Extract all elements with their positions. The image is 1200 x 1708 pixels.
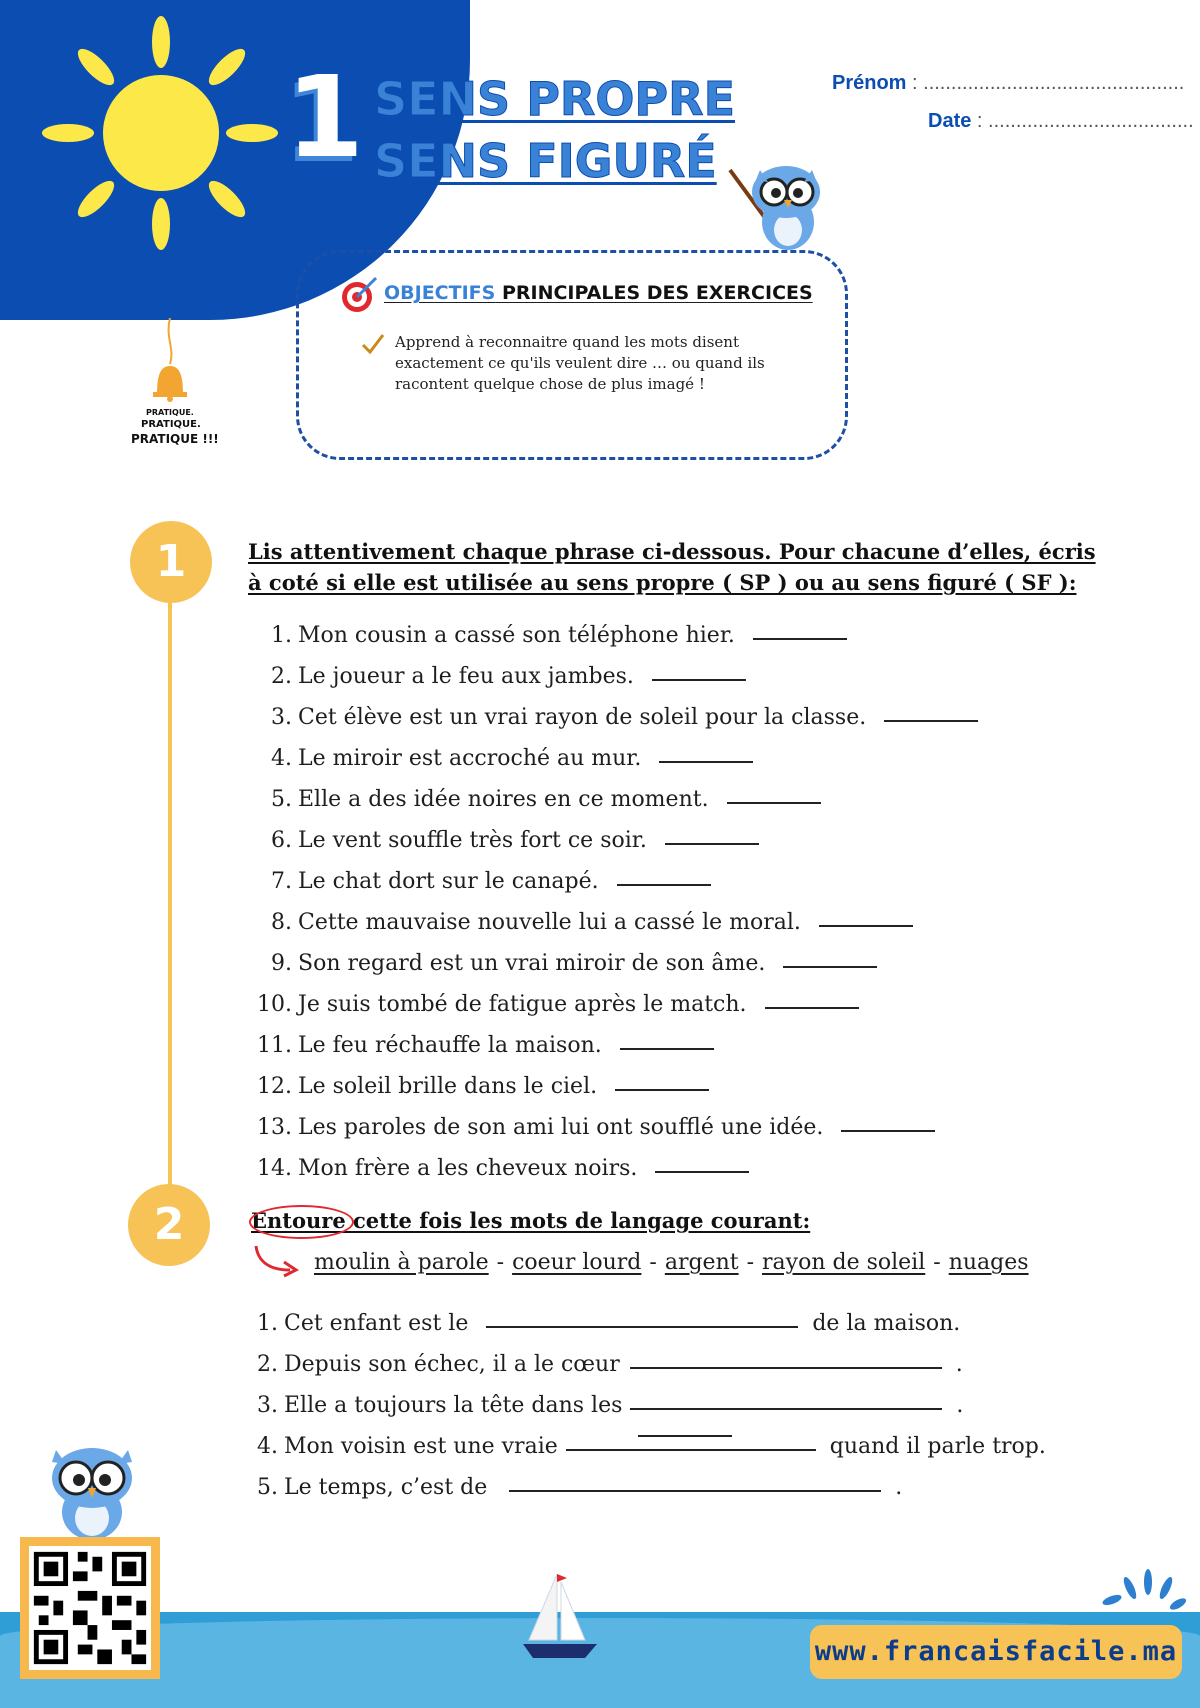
answer-blank[interactable]: [659, 760, 753, 763]
word-separator: -: [649, 1250, 657, 1275]
item-text-before: Elle a toujours la tête dans les: [284, 1393, 623, 1418]
item-sentence: Son regard est un vrai miroir de son âme.: [298, 951, 766, 976]
pratique-2: PRATIQUE.: [141, 419, 201, 430]
bell-icon: [145, 318, 195, 402]
exercise1-item: [250, 943, 978, 984]
answer-blank[interactable]: [884, 719, 978, 722]
item-number: 1.: [271, 623, 292, 648]
exercise1-item: [250, 697, 978, 738]
item-number: 7.: [271, 869, 292, 894]
item-sentence: Le miroir est accroché au mur.: [298, 746, 642, 771]
owl-icon: [46, 1440, 138, 1540]
owl-pointer-icon: [726, 160, 826, 252]
pratique-1: PRATIQUE.: [146, 408, 194, 417]
exercise1-item: [250, 861, 978, 902]
target-icon: [340, 274, 380, 314]
item-number: 11.: [257, 1033, 292, 1058]
exercise2-item: [250, 1467, 1046, 1508]
exercise1-item: [250, 1025, 978, 1066]
objectives-text: Apprend à reconnaitre quand les mots disent exactement ce qu'ils veulent dire … ou quand ils racontent quelque chose de plus imagé !: [395, 333, 765, 393]
word-bank-item[interactable]: nuages: [948, 1250, 1029, 1275]
item-text-after: de la maison.: [812, 1311, 961, 1336]
answer-blank[interactable]: [727, 801, 821, 804]
item-text-after: quand il parle trop.: [829, 1434, 1046, 1459]
exercise1-item: [250, 615, 978, 656]
exercise1-list: [250, 615, 978, 1189]
exercise1-item: [250, 1148, 978, 1189]
exercise1-item: [250, 1066, 978, 1107]
fill-blank[interactable]: [630, 1366, 942, 1369]
item-number: 5.: [257, 1475, 278, 1500]
item-number: 12.: [257, 1074, 292, 1099]
step-1-badge: 1: [130, 521, 212, 603]
item-sentence: Les paroles de son ami lui ont soufflé une idée.: [298, 1115, 824, 1140]
item-sentence: Le soleil brille dans le ciel.: [298, 1074, 598, 1099]
item-number: 8.: [271, 910, 292, 935]
exercise1-item: [250, 779, 978, 820]
item-sentence: Le joueur a le feu aux jambes.: [298, 664, 634, 689]
exercise1-item: [250, 1107, 978, 1148]
answer-blank[interactable]: [819, 924, 913, 927]
stray-line: [638, 1435, 732, 1437]
prenom-label: Prénom: [832, 72, 907, 94]
exercise1-item: [250, 902, 978, 943]
exercise2-list: [250, 1303, 1046, 1508]
answer-blank[interactable]: [617, 883, 711, 886]
exercise2-item: [250, 1303, 1046, 1344]
exercise1-item: [250, 738, 978, 779]
sailboat-icon: [515, 1568, 605, 1660]
answer-blank[interactable]: [753, 637, 847, 640]
item-number: 6.: [271, 828, 292, 853]
item-number: 14.: [257, 1156, 292, 1181]
item-text-after: .: [956, 1393, 964, 1418]
word-bank-item[interactable]: argent: [664, 1250, 739, 1275]
item-sentence: Le chat dort sur le canapé.: [298, 869, 599, 894]
lesson-number: 1: [286, 53, 364, 183]
prenom-dots: : ...............................................: [906, 72, 1185, 94]
fill-blank[interactable]: [630, 1407, 942, 1410]
checkmark-icon: [361, 333, 385, 355]
fill-blank[interactable]: [566, 1448, 816, 1451]
word-separator: -: [933, 1250, 941, 1275]
word-separator: -: [496, 1250, 505, 1275]
qr-pattern-icon: [29, 1546, 151, 1670]
item-sentence: Je suis tombé de fatigue après le match.: [298, 992, 747, 1017]
item-text-before: Depuis son échec, il a le cœur: [284, 1352, 620, 1377]
exercise2-item: [250, 1344, 1046, 1385]
answer-blank[interactable]: [655, 1170, 749, 1173]
answer-blank[interactable]: [841, 1129, 935, 1132]
steps-line: [168, 560, 172, 1200]
red-circle-mark: [249, 1205, 354, 1239]
exercise1-item: [250, 984, 978, 1025]
item-number: 5.: [271, 787, 292, 812]
item-number: 2.: [257, 1352, 278, 1377]
word-separator: -: [746, 1250, 755, 1275]
item-number: 10.: [257, 992, 292, 1017]
red-arrow-icon: [252, 1244, 300, 1278]
date-field[interactable]: [928, 110, 1194, 133]
item-sentence: Le feu réchauffe la maison.: [298, 1033, 602, 1058]
objectives-title-part1: OBJECTIFS: [384, 282, 496, 304]
exercise1-item: [250, 820, 978, 861]
website-url[interactable]: www.francaisfacile.ma: [810, 1625, 1182, 1679]
item-number: 3.: [257, 1393, 278, 1418]
answer-blank[interactable]: [765, 1006, 859, 1009]
item-number: 2.: [271, 664, 292, 689]
title-line-1: SENS PROPRE: [374, 72, 735, 126]
item-sentence: Elle a des idée noires en ce moment.: [298, 787, 709, 812]
prenom-field[interactable]: [832, 72, 1184, 95]
item-number: 9.: [271, 951, 292, 976]
splash-icon: [1098, 1568, 1188, 1618]
item-sentence: Cet élève est un vrai rayon de soleil pour la classe.: [298, 705, 867, 730]
word-bank-item[interactable]: coeur lourd: [512, 1250, 642, 1275]
item-text-after: .: [895, 1475, 903, 1500]
answer-blank[interactable]: [665, 842, 759, 845]
item-text-before: Le temps, c’est de: [284, 1475, 488, 1500]
word-bank: [314, 1250, 1029, 1275]
exercise2-item: [250, 1426, 1046, 1467]
date-label: Date: [928, 110, 972, 132]
item-number: 4.: [271, 746, 292, 771]
item-text-before: Cet enfant est le: [284, 1311, 469, 1336]
sun-icon: [30, 15, 280, 255]
answer-blank[interactable]: [783, 965, 877, 968]
qr-code[interactable]: [20, 1537, 160, 1679]
item-text-before: Mon voisin est une vraie: [284, 1434, 558, 1459]
item-number: 1.: [257, 1311, 278, 1336]
item-sentence: Cette mauvaise nouvelle lui a cassé le moral.: [298, 910, 801, 935]
item-sentence: Mon frère a les cheveux noirs.: [298, 1156, 638, 1181]
exercise2-instruction: Entoure cette fois les mots de langage courant:: [251, 1208, 811, 1233]
fill-blank[interactable]: [486, 1325, 798, 1328]
title-line-2: SENS FIGURÉ: [374, 134, 717, 188]
item-sentence: Mon cousin a cassé son téléphone hier.: [298, 623, 735, 648]
answer-blank[interactable]: [652, 678, 746, 681]
answer-blank[interactable]: [620, 1047, 714, 1050]
date-dots: : .....................................: [971, 110, 1194, 132]
exercise1-instruction: Lis attentivement chaque phrase ci-dessous. Pour chacune d’elles, écris à coté si elle est utilisée au sens propre ( SP ) ou au sens figuré ( SF ):: [248, 539, 1096, 595]
answer-blank[interactable]: [615, 1088, 709, 1091]
item-number: 3.: [271, 705, 292, 730]
pratique-3: PRATIQUE !!!: [131, 432, 219, 446]
item-text-after: .: [955, 1352, 963, 1377]
fill-blank[interactable]: [509, 1489, 881, 1492]
word-bank-item[interactable]: rayon de soleil: [762, 1250, 926, 1275]
exercise1-item: [250, 656, 978, 697]
word-bank-item[interactable]: moulin à parole: [314, 1250, 489, 1275]
objectives-title: [384, 282, 813, 304]
item-number: 4.: [257, 1434, 278, 1459]
item-sentence: Le vent souffle très fort ce soir.: [298, 828, 647, 853]
step-2-badge: 2: [128, 1184, 210, 1266]
item-number: 13.: [257, 1115, 292, 1140]
objectives-title-part2: PRINCIPALES DES EXERCICES: [501, 282, 813, 304]
exercise2-item: [250, 1385, 1046, 1426]
